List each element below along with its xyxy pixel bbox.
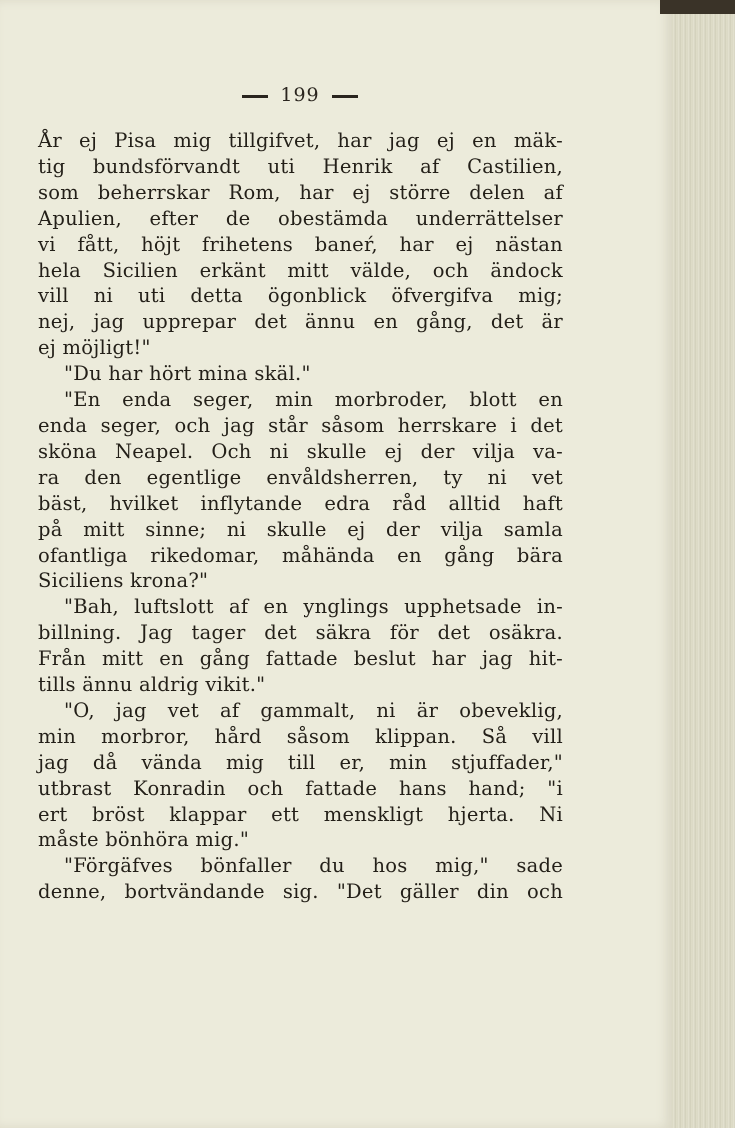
text-line: sköna Neapel. Och ni skulle ej der vilja va-	[38, 439, 563, 463]
dash-left	[242, 95, 268, 98]
text-line: "Du har hört mina skäl."	[64, 362, 311, 386]
text-line: nej, jag upprepar det ännu en gång, det är	[38, 310, 563, 334]
text-line: på mitt sinne; ni skulle ej der vilja samla	[38, 517, 563, 541]
page-edge	[672, 0, 735, 1128]
dash-right	[332, 95, 358, 98]
text-line: utbrast Konradin och fattade hans hand; "i	[38, 776, 563, 800]
body-text	[38, 128, 563, 905]
text-line: tig bundsförvandt uti Henrik af Castilien,	[38, 154, 563, 178]
text-line: min morbror, hård såsom klippan. Så vill	[38, 724, 563, 748]
text-line: vi fått, höjt frihetens baneŕ, har ej nästan	[38, 232, 563, 256]
text-line: "O, jag vet af gammalt, ni är obeveklig,	[64, 698, 563, 722]
text-line: Siciliens krona?"	[38, 569, 209, 593]
text-line: hela Sicilien erkänt mitt välde, och ändock	[38, 258, 563, 282]
text-line: billning. Jag tager det säkra för det osäkra.	[38, 621, 563, 645]
text-line: måste bönhöra mig."	[38, 828, 250, 852]
text-line: Apulien, efter de obestämda underrättelser	[38, 206, 563, 230]
text-line: "Förgäfves bönfaller du hos mig," sade	[64, 854, 563, 878]
text-line: som beherrskar Rom, har ej större delen af	[38, 180, 563, 204]
text-line: bäst, hvilket inflytande edra råd alltid haft	[38, 491, 563, 515]
page-number	[0, 84, 600, 106]
page-edge-shadow	[660, 0, 735, 14]
text-line: denne, bortvändande sig. "Det gäller din och	[38, 880, 563, 904]
text-line: jag då vända mig till er, min stjuffader,"	[38, 750, 563, 774]
text-line: Från mitt en gång fattade beslut har jag hit-	[38, 647, 563, 671]
text-line: vill ni uti detta ögonblick öfvergifva mig;	[38, 284, 563, 308]
page-number-value: 199	[280, 84, 320, 106]
text-line: "Bah, luftslott af en ynglings upphetsade in-	[64, 595, 563, 619]
text-line: enda seger, och jag står såsom herrskare i det	[38, 413, 563, 437]
text-line: "En enda seger, min morbroder, blott en	[64, 388, 563, 412]
text-line: ofantliga rikedomar, måhända en gång bära	[38, 543, 563, 567]
text-line: ert bröst klappar ett menskligt hjerta. Ni	[38, 802, 563, 826]
text-line: År ej Pisa mig tillgifvet, har jag ej en mäk-	[38, 129, 563, 152]
text-line: ej möjligt!"	[38, 336, 151, 360]
text-line: ra den egentlige envåldsherren, ty ni vet	[38, 465, 563, 489]
text-line: tills ännu aldrig vikit."	[38, 673, 266, 697]
